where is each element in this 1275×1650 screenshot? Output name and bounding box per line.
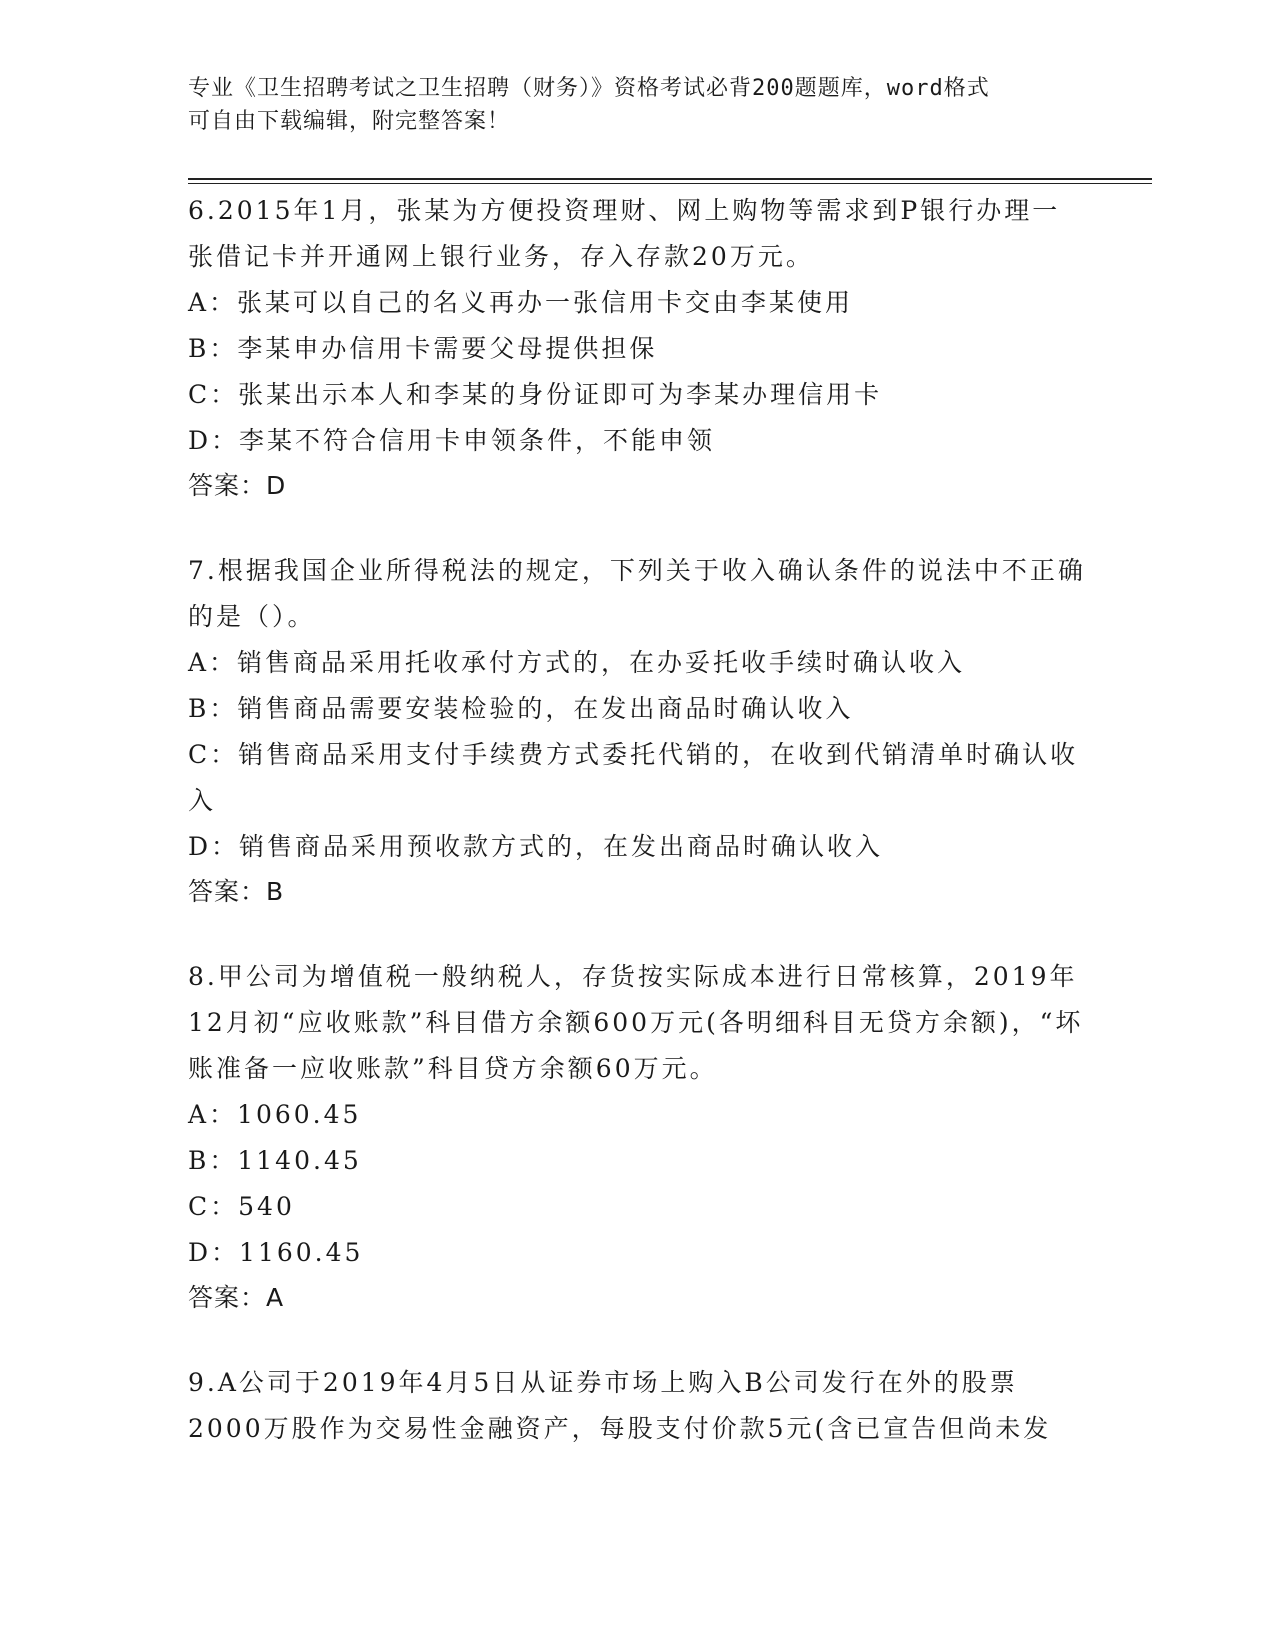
option-a: A：销售商品采用托收承付方式的，在办妥托收手续时确认收入 [188, 648, 966, 677]
question-stem: 8.甲公司为增值税一般纳税人，存货按实际成本进行日常核算，2019年12月初“应收账款”科目借方余额600万元(各明细科目无贷方余额)，“坏账准备一应收账款”科目贷方余额60万元。 [188, 962, 1084, 1083]
question-6 [188, 188, 1088, 508]
header-line-2: 可自由下载编辑，附完整答案！ [188, 109, 511, 134]
header-divider-thick [188, 178, 1152, 180]
answer-text: 答案：B [188, 877, 285, 906]
option-d: D：李某不符合信用卡申领条件，不能申领 [188, 426, 716, 455]
header-divider-thin [188, 183, 1152, 184]
question-7 [188, 548, 1088, 914]
header-line-1: 专业《卫生招聘考试之卫生招聘（财务）》资格考试必背200题题库，word格式 [188, 76, 990, 101]
answer-text: 答案：A [188, 1283, 285, 1312]
question-9 [188, 1360, 1088, 1452]
option-b: B：1140.45 [188, 1146, 362, 1175]
option-a: A：张某可以自己的名义再办一张信用卡交由李某使用 [188, 288, 854, 317]
question-stem: 9.A公司于2019年4月5日从证券市场上购入B公司发行在外的股票2000万股作为交易性金融资产，每股支付价款5元(含已宣告但尚未发 [188, 1368, 1052, 1443]
question-stem: 7.根据我国企业所得税法的规定，下列关于收入确认条件的说法中不正确的是（）。 [188, 556, 1086, 631]
option-d: D：1160.45 [188, 1238, 364, 1267]
option-c: C：540 [188, 1192, 295, 1221]
document-header [188, 72, 1088, 138]
option-a: A：1060.45 [188, 1100, 362, 1129]
option-c: C：张某出示本人和李某的身份证即可为李某办理信用卡 [188, 380, 883, 409]
question-list [188, 188, 1088, 1492]
question-stem: 6.2015年1月，张某为方便投资理财、网上购物等需求到P银行办理一张借记卡并开通网上银行业务，存入存款20万元。 [188, 196, 1061, 271]
option-b: B：李某申办信用卡需要父母提供担保 [188, 334, 658, 363]
answer-text: 答案：D [188, 471, 287, 500]
option-b: B：销售商品需要安装检验的，在发出商品时确认收入 [188, 694, 854, 723]
question-8 [188, 954, 1088, 1320]
option-c: C：销售商品采用支付手续费方式委托代销的，在收到代销清单时确认收入 [188, 740, 1079, 815]
option-d: D：销售商品采用预收款方式的，在发出商品时确认收入 [188, 832, 884, 861]
